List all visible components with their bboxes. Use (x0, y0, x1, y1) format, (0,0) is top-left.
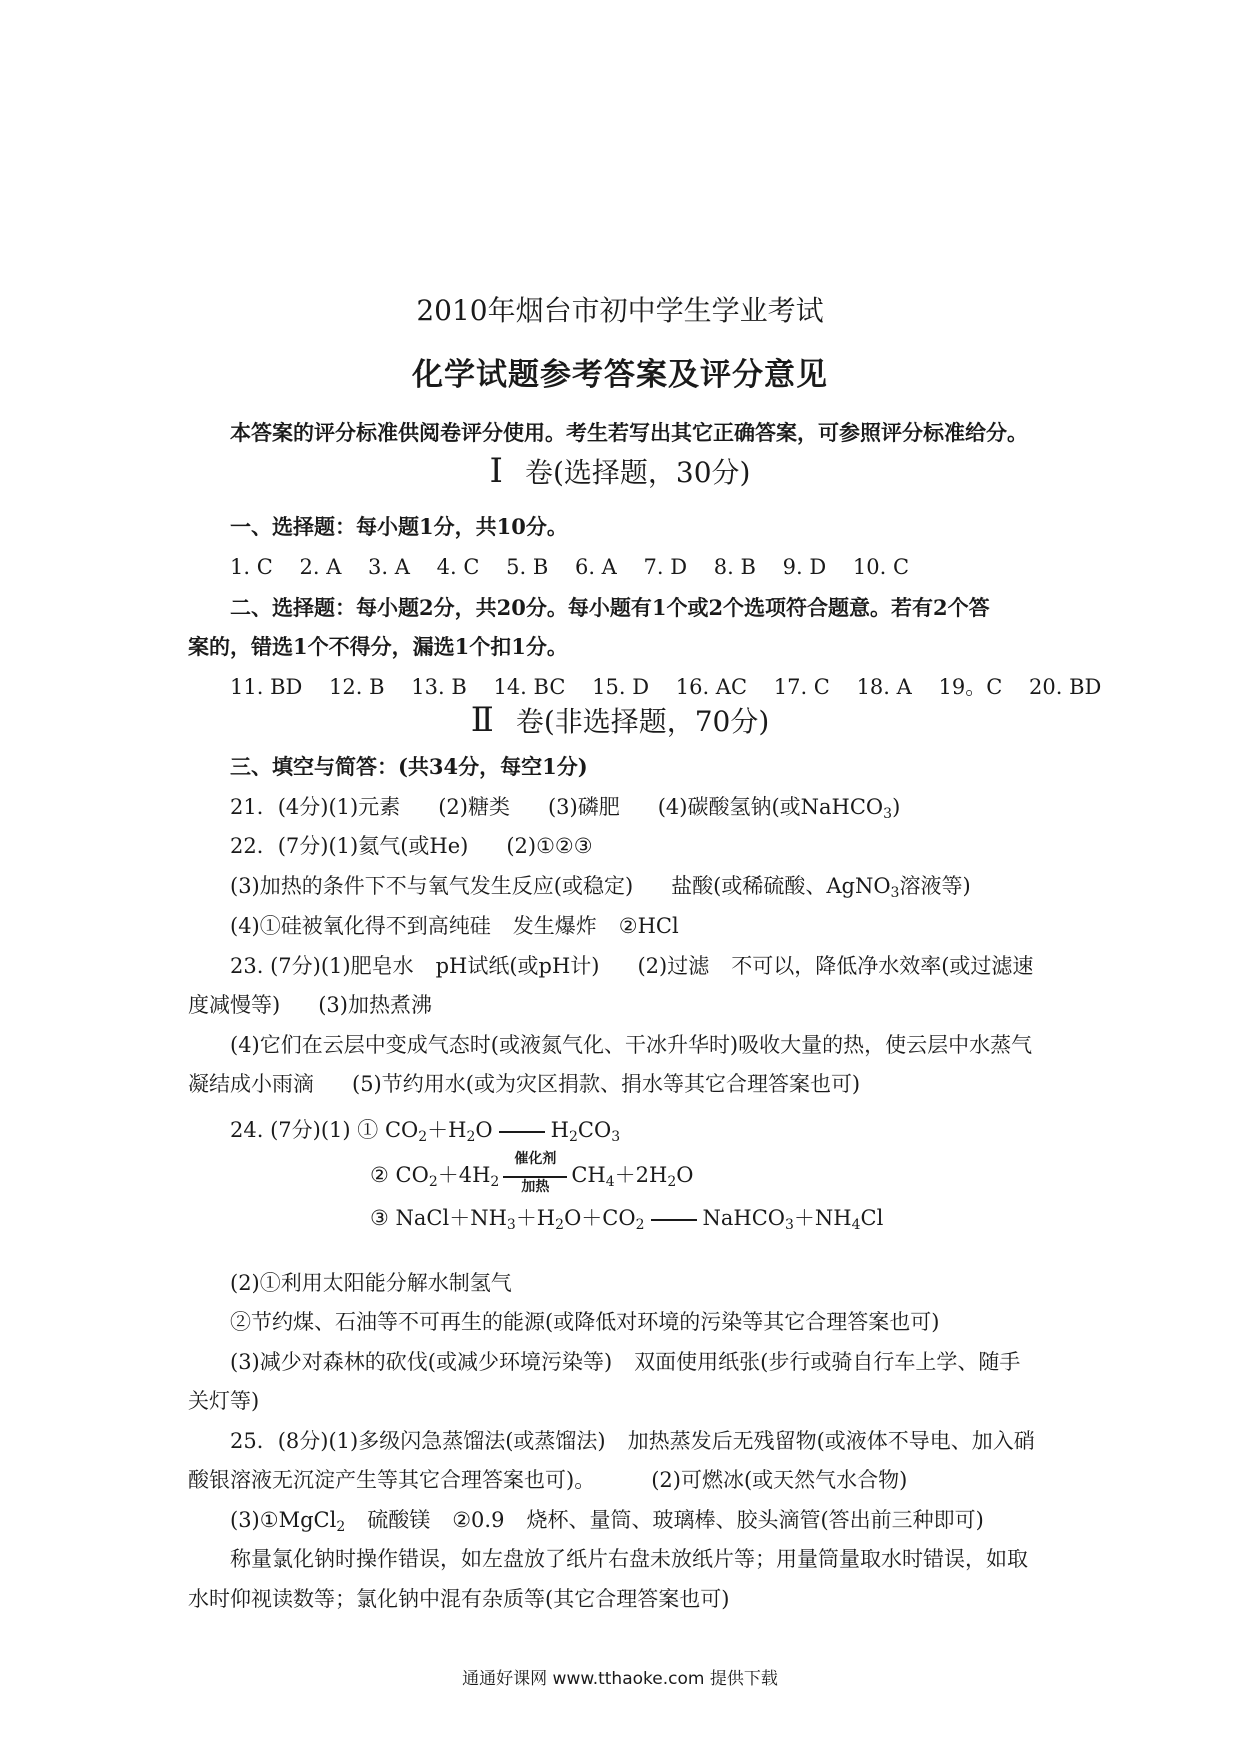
q25-part1a: 25．(8分)(1)多级闪急蒸馏法(或蒸馏法) (230, 1429, 606, 1453)
section-2-heading-line1: 二、选择题：每小题2分，共20分。每小题有1个或2个选项符合题意。若有2个答 (230, 595, 990, 620)
q22-line3 (0, 911, 1240, 941)
q21-part4: (4)碳酸氢钠(或NaHCO$_3$) (657, 795, 901, 822)
eq3-number: ③ (370, 1206, 389, 1230)
q25-line5: 水时仰视读数等；氯化钠中混有杂质等(其它合理答案也可) (188, 1587, 730, 1611)
volume-2-heading (0, 700, 1240, 740)
q22-part2: (2)①②③ (506, 834, 593, 858)
q24-label: 24. (7分)(1) (230, 1118, 351, 1142)
eq2-catalyst-label: 催化剂 (514, 1150, 557, 1167)
eq3-yield-bar (651, 1219, 697, 1221)
q21-part2: (2)糖类 (438, 795, 510, 819)
page-footer: 通通好课网 www.tthaoke.com 提供下载 (462, 1669, 778, 1689)
q24-part2-line1: (2)①利用太阳能分解水制氢气 (230, 1271, 512, 1295)
eq1-left: $CO_2+H_2O$ (384, 1118, 493, 1145)
page-title: 2010年烟台市初中学生学业考试 (416, 294, 824, 327)
eq1-number: ① (357, 1118, 379, 1142)
page-subtitle: 化学试题参考答案及评分意见 (412, 357, 828, 393)
section-1-heading: 一、选择题：每小题1分，共10分。 (230, 514, 568, 539)
q24-part3-line2: 关灯等) (188, 1389, 260, 1413)
q22-line2 (0, 871, 1240, 908)
q23-part2b: 不可以，降低净水效率(或过滤速 (731, 954, 1034, 978)
q25-line4: 称量氯化钠时操作错误，如左盘放了纸片右盘未放纸片等；用量筒量取水时错误，如取 (230, 1547, 1028, 1571)
section-3-heading: 三、填空与简答：(共34分，每空1分) (230, 754, 588, 779)
q25-part1c: 酸银溶液无沉淀产生等其它合理答案也可)。 (188, 1468, 596, 1492)
q25-part3c: ②0.9 (452, 1508, 505, 1532)
q23-part3: (3)加热煮沸 (318, 993, 432, 1017)
section-2-heading-line2: 案的，错选1个不得分，漏选1个扣1分。 (188, 634, 568, 659)
eq2-left: $CO_2+4H_2$ (395, 1163, 500, 1190)
q25-line1 (0, 1426, 1240, 1456)
section-2-answers: 11. BD 12. B 13. B 14. BC 15. D 16. AC 17. C 18. A 19。C 20. BD (230, 675, 1102, 699)
q25-line3 (0, 1505, 1240, 1542)
volume-2-label: 卷(非选择题，70分) (515, 705, 770, 738)
q25-part3a: (3)①MgCl$_2$ (230, 1508, 346, 1535)
q25-part3b: 硫酸镁 (367, 1508, 431, 1532)
q23-line2 (0, 990, 1240, 1020)
volume-1-roman: Ⅰ (489, 451, 503, 491)
eq2-condition (503, 1150, 567, 1195)
eq3-right: $NaHCO_3+NH_4Cl$ (702, 1206, 884, 1233)
q23-part1b: pH试纸(或pH计) (435, 954, 600, 978)
q23-part1a: 23. (7分)(1)肥皂水 (230, 954, 414, 978)
eq1-right: $H_2CO_3$ (550, 1118, 621, 1145)
q23-line3: (4)它们在云层中变成气态时(或液氮气化、干冰升华时)吸收大量的热，使云层中水蒸气 (230, 1033, 1033, 1057)
q23-line4 (0, 1069, 1240, 1099)
section-1-answers: 1. C 2. A 3. A 4. C 5. B 6. A 7. D 8. B 9. D 10. C (230, 555, 910, 579)
eq1-yield-bar (499, 1131, 545, 1133)
q25-line2 (0, 1465, 1240, 1495)
q25-part3d: 烧杯、量筒、玻璃棒、胶头滴管(答出前三种即可) (526, 1508, 984, 1532)
q22-part4a: (4)①硅被氧化得不到高纯硅 (230, 914, 491, 938)
eq2-number: ② (370, 1163, 389, 1187)
q22-part3: (3)加热的条件下不与氧气发生反应(或稳定) (230, 874, 634, 898)
q22-line1 (0, 831, 1240, 861)
q21-part3: (3)磷肥 (547, 795, 620, 819)
volume-2-roman: Ⅱ (470, 700, 494, 740)
q24-part3-line1 (0, 1347, 1240, 1377)
q23-part4b: 凝结成小雨滴 (188, 1072, 314, 1096)
volume-1-label: 卷(选择题，30分) (524, 456, 751, 489)
q23-part2: (2)过滤 (637, 954, 710, 978)
q23-line1 (0, 951, 1240, 981)
eq2-right: $CH_4+2H_2O$ (571, 1163, 694, 1190)
q23-part2c: 度减慢等) (188, 993, 281, 1017)
scoring-note: 本答案的评分标准供阅卷评分使用。考生若写出其它正确答案，可参照评分标准给分。 (230, 420, 1028, 445)
q24-part3b: 双面使用纸张(步行或骑自行车上学、随手 (634, 1350, 1021, 1374)
q21-label: 21．(4分)(1)元素 (230, 795, 401, 819)
q22-label: 22．(7分)(1)氦气(或He) (230, 834, 469, 858)
q21-line (0, 792, 1240, 829)
eq3-left: $NaCl+NH_3+H_2O+CO_2$ (395, 1206, 645, 1233)
q22-part4c: ②HCl (618, 914, 679, 938)
q25-part1b: 加热蒸发后无残留物(或液体不导电、加入硝 (627, 1429, 1035, 1453)
q25-part2: (2)可燃冰(或天然气水合物) (651, 1468, 908, 1492)
q23-part5: (5)节约用水(或为灾区捐款、捐水等其它合理答案也可) (352, 1072, 861, 1096)
q22-part4b: 发生爆炸 (512, 914, 597, 938)
q24-equation-1 (0, 1115, 1240, 1152)
q24-part3a: (3)减少对森林的砍伐(或减少环境污染等) (230, 1350, 613, 1374)
q24-equation-3 (0, 1203, 1240, 1240)
q24-part2-line2: ②节约煤、石油等不可再生的能源(或降低对环境的污染等其它合理答案也可) (230, 1310, 940, 1334)
q22-part3-alt: 盐酸(或稀硫酸、AgNO$_3$溶液等) (671, 874, 971, 901)
eq2-heat-label: 加热 (521, 1178, 550, 1195)
volume-1-heading (0, 451, 1240, 491)
q24-equation-2 (0, 1150, 1240, 1197)
